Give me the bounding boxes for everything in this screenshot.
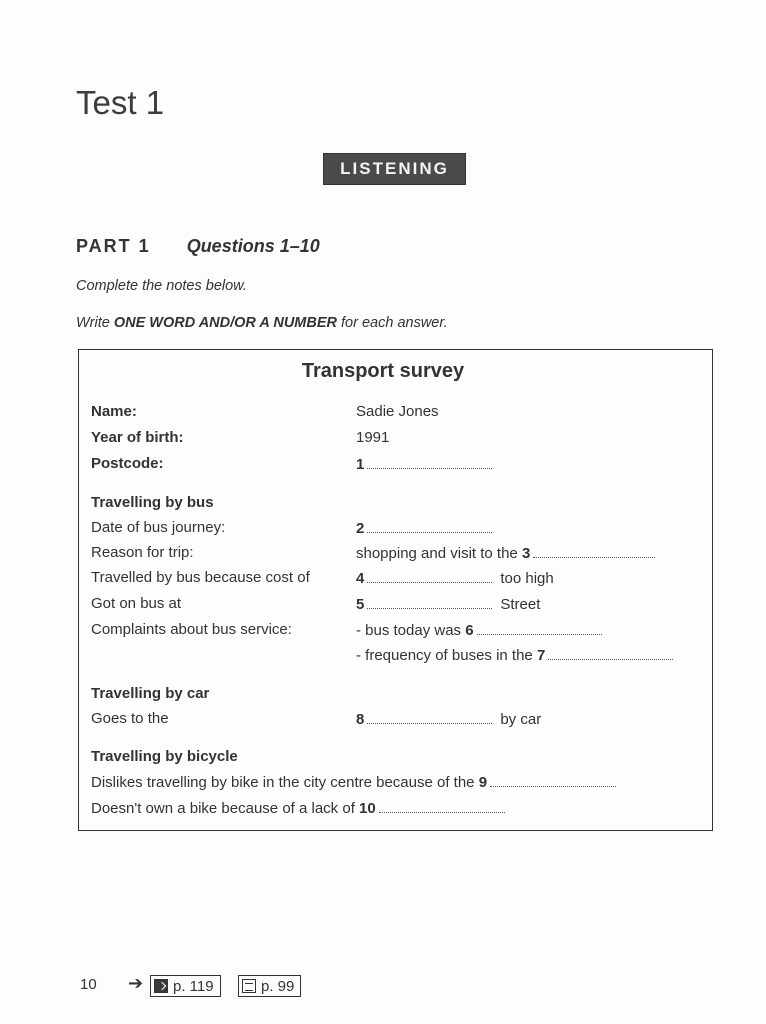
answer-blank[interactable] [533,544,655,558]
answer-7[interactable] [356,646,673,664]
question-number: 8 [356,711,365,728]
reason-text: shopping and visit to the [356,545,522,562]
bike-own-text: Doesn't own a bike because of a lack of [91,800,360,817]
answer-4[interactable] [356,569,554,587]
audio-script-reference[interactable] [150,975,221,997]
answer-blank[interactable] [367,710,492,724]
answer-blank[interactable] [379,799,505,813]
answer-blank[interactable] [490,773,616,787]
question-number: 2 [356,520,365,537]
bus-reason-label: Reason for trip: [91,544,194,561]
cost-after-text: too high [500,570,554,587]
bus-got-on-label: Got on bus at [91,595,182,612]
answer-key-reference[interactable] [238,975,301,997]
answer-3[interactable] [356,544,655,562]
document-icon [242,979,256,993]
answer-5[interactable] [356,595,540,613]
answer-key-page: p. 99 [261,977,295,995]
street-text: Street [500,596,541,613]
answer-blank[interactable] [367,519,492,533]
bus-complaints-label: Complaints about bus service: [91,621,292,638]
instruction-suffix: for each answer. [337,315,448,331]
answer-9[interactable] [91,773,616,791]
bus-cost-label: Travelled by bus because cost of [91,569,310,586]
answer-blank[interactable] [367,595,492,609]
questions-label: Questions 1–10 [186,236,320,256]
question-number: 10 [359,800,376,817]
answer-1[interactable] [356,455,492,473]
bus-date-label: Date of bus journey: [91,519,226,536]
complaint-1-text: - bus today was [356,622,466,639]
answer-blank[interactable] [477,621,602,635]
answer-8[interactable] [356,710,541,728]
instruction-bold: ONE WORD AND/OR A NUMBER [113,315,337,331]
question-number: 7 [536,647,546,664]
name-label: Name: [91,403,137,420]
answer-2[interactable] [356,519,492,537]
name-value: Sadie Jones [356,403,439,420]
survey-title: Transport survey [301,360,465,382]
by-car-text: by car [500,711,542,728]
answer-blank[interactable] [367,455,492,469]
bike-dislike-text: Dislikes travelling by bike in the city centre because of the [91,774,479,791]
instruction-write [76,315,448,331]
question-number: 1 [356,456,365,473]
page-number: 10 [80,976,97,993]
birth-label: Year of birth: [91,429,184,446]
instruction-prefix: Write [76,315,114,331]
car-heading: Travelling by car [91,685,210,702]
question-number: 3 [521,545,531,562]
postcode-label: Postcode: [91,455,164,472]
section-banner: LISTENING [323,153,466,185]
answer-10[interactable] [91,799,505,817]
instruction-complete: Complete the notes below. [76,278,247,294]
question-number: 5 [356,596,365,613]
test-title: Test 1 [76,84,165,121]
bike-heading: Travelling by bicycle [91,748,238,765]
question-number: 6 [465,622,474,639]
audio-script-page: p. 119 [173,977,214,995]
car-goes-label: Goes to the [91,710,169,727]
answer-blank[interactable] [548,646,673,660]
audio-script-icon [154,979,168,993]
bus-heading: Travelling by bus [91,494,214,511]
part-heading [76,236,320,257]
answer-blank[interactable] [367,569,492,583]
part-label: PART 1 [76,236,151,256]
complaint-2-text: - frequency of buses in the [356,647,537,664]
answer-6[interactable] [356,621,602,639]
birth-value: 1991 [356,429,390,446]
question-number: 4 [356,570,365,587]
question-number: 9 [478,774,488,791]
arrow-icon: ➔ [128,973,144,993]
